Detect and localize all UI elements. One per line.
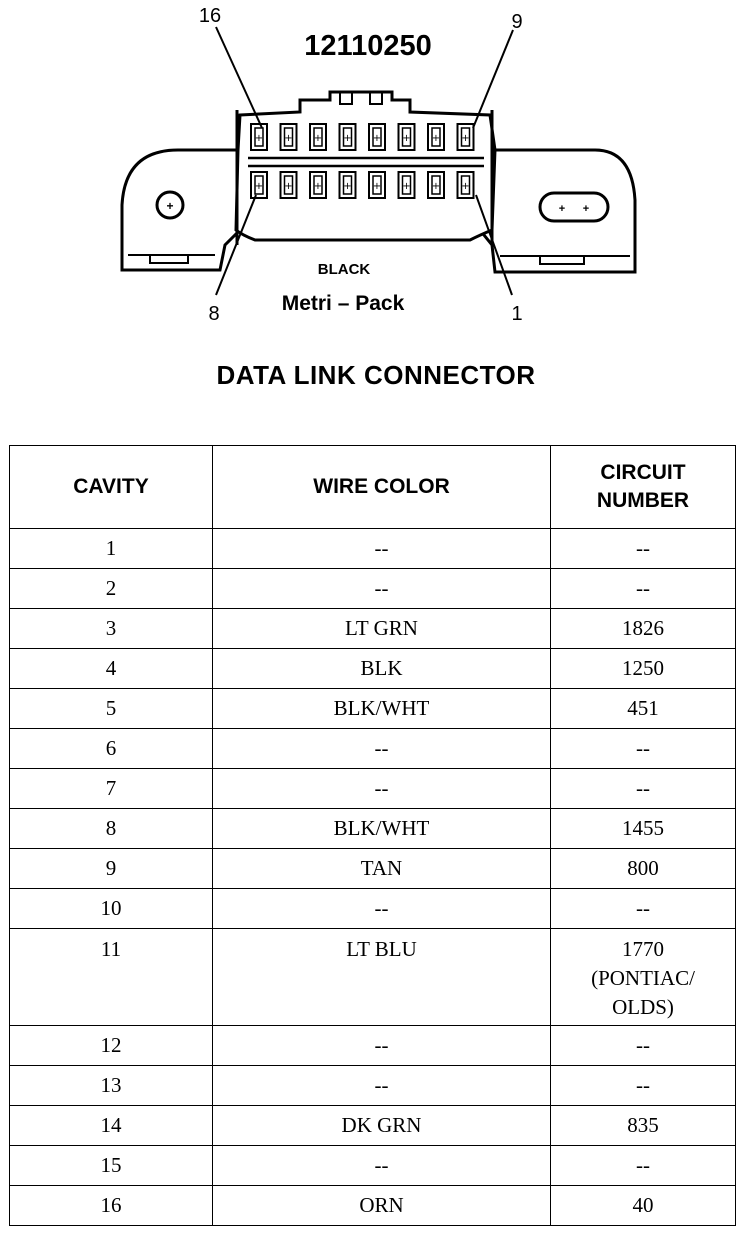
terminal-cavity	[458, 172, 474, 198]
svg-text:+: +	[343, 181, 352, 192]
table-row	[10, 529, 736, 569]
header-circuit-line2: NUMBER	[596, 489, 690, 512]
circuit-cell: 451	[551, 689, 736, 729]
terminal-cavity	[369, 124, 385, 150]
svg-text:+: +	[402, 181, 411, 192]
svg-text:+: +	[254, 181, 264, 192]
table-row	[10, 1026, 736, 1066]
cavity-cell: 9	[10, 849, 213, 889]
connector-series-label: Metri – Pack	[281, 292, 405, 315]
terminal-cavity	[428, 172, 444, 198]
cavity-cell: 11	[10, 929, 213, 1026]
svg-text:+: +	[372, 181, 382, 192]
table-row	[10, 1106, 736, 1146]
svg-text:+: +	[558, 203, 566, 215]
circuit-cell: --	[551, 1146, 736, 1186]
terminal-cavity	[310, 124, 326, 150]
circuit-cell	[551, 929, 736, 1026]
circuit-cell: --	[551, 729, 736, 769]
wire-color-cell: LT GRN	[213, 609, 551, 649]
table-row	[10, 769, 736, 809]
cavity-cell: 12	[10, 1026, 213, 1066]
callout-16: 16	[198, 5, 222, 27]
terminal-cavity	[251, 172, 267, 198]
circuit-cell: 1826	[551, 609, 736, 649]
svg-text:+: +	[431, 133, 441, 144]
header-cavity: CAVITY	[10, 446, 213, 529]
cavity-cell: 4	[10, 649, 213, 689]
wire-color-cell: BLK/WHT	[213, 689, 551, 729]
wire-color-cell: --	[213, 769, 551, 809]
header-wire-color: WIRE COLOR	[213, 446, 551, 529]
wire-color-cell: --	[213, 529, 551, 569]
cavity-cell: 15	[10, 1146, 213, 1186]
wire-color-cell: DK GRN	[213, 1106, 551, 1146]
part-number: 12110250	[304, 30, 432, 62]
svg-text:+: +	[166, 199, 174, 213]
cavity-cell: 14	[10, 1106, 213, 1146]
svg-text:+: +	[343, 133, 352, 144]
wire-color-cell: BLK	[213, 649, 551, 689]
cavity-cell: 10	[10, 889, 213, 929]
callout-8: 8	[208, 303, 220, 325]
table-row	[10, 569, 736, 609]
circuit-line: (PONTIAC/	[591, 966, 695, 990]
table-row	[10, 729, 736, 769]
svg-text:+: +	[402, 133, 411, 144]
wire-color-cell: --	[213, 1026, 551, 1066]
svg-text:+: +	[313, 181, 323, 192]
table-row	[10, 1066, 736, 1106]
wire-color-cell: --	[213, 569, 551, 609]
terminal-cavity	[281, 172, 297, 198]
cavity-cell: 1	[10, 529, 213, 569]
wire-color-cell: TAN	[213, 849, 551, 889]
circuit-line: 1770	[622, 937, 664, 961]
callout-leader-16	[216, 27, 262, 128]
connector-drawing	[0, 0, 752, 330]
table-row	[10, 929, 736, 1026]
circuit-cell: --	[551, 769, 736, 809]
table-row	[10, 889, 736, 929]
diagram-heading: DATA LINK CONNECTOR	[216, 360, 536, 390]
cavity-cell: 6	[10, 729, 213, 769]
cavity-cell: 5	[10, 689, 213, 729]
svg-text:+: +	[284, 181, 293, 192]
cavity-cell: 2	[10, 569, 213, 609]
circuit-cell: 1250	[551, 649, 736, 689]
terminal-cavity	[369, 172, 385, 198]
terminal-cavity	[281, 124, 297, 150]
wire-color-cell: --	[213, 1146, 551, 1186]
wire-color-cell: --	[213, 729, 551, 769]
terminal-cavity	[310, 172, 326, 198]
wire-color-cell: --	[213, 889, 551, 929]
table-header-row	[10, 446, 736, 529]
svg-text:+: +	[313, 133, 323, 144]
connector-color-label: BLACK	[317, 261, 371, 278]
table-row	[10, 1186, 736, 1226]
circuit-cell: 1455	[551, 809, 736, 849]
cavity-cell: 16	[10, 1186, 213, 1226]
header-circuit-number	[551, 446, 736, 529]
table-row	[10, 849, 736, 889]
circuit-cell: 800	[551, 849, 736, 889]
svg-text:+: +	[582, 203, 590, 215]
terminal-cavity	[458, 124, 474, 150]
terminal-cavity	[399, 172, 415, 198]
pinout-table	[9, 445, 736, 1226]
circuit-cell: 40	[551, 1186, 736, 1226]
circuit-cell: --	[551, 1026, 736, 1066]
table-row	[10, 809, 736, 849]
circuit-line: OLDS)	[612, 995, 674, 1019]
circuit-cell: --	[551, 889, 736, 929]
svg-text:+: +	[461, 133, 470, 144]
callout-1: 1	[511, 303, 523, 325]
cavity-cell: 7	[10, 769, 213, 809]
terminal-cavity	[340, 172, 356, 198]
svg-text:+: +	[254, 133, 264, 144]
table-row	[10, 1146, 736, 1186]
svg-text:+: +	[461, 181, 470, 192]
table-row	[10, 609, 736, 649]
cavity-cell: 13	[10, 1066, 213, 1106]
wire-color-cell: --	[213, 1066, 551, 1106]
circuit-cell: --	[551, 1066, 736, 1106]
circuit-cell: 835	[551, 1106, 736, 1146]
terminal-cavity	[399, 124, 415, 150]
circuit-cell: --	[551, 529, 736, 569]
terminal-cavity	[340, 124, 356, 150]
svg-text:+: +	[431, 181, 441, 192]
cavity-cell: 8	[10, 809, 213, 849]
svg-text:+: +	[284, 133, 293, 144]
table-row	[10, 689, 736, 729]
wire-color-cell: LT BLU	[213, 929, 551, 1026]
right-mounting-slot	[540, 193, 608, 221]
connector-diagram	[0, 0, 752, 330]
terminal-cavity	[428, 124, 444, 150]
terminal-cavity	[251, 124, 267, 150]
cavity-cell: 3	[10, 609, 213, 649]
table-row	[10, 649, 736, 689]
wire-color-cell: BLK/WHT	[213, 809, 551, 849]
svg-text:+: +	[372, 133, 382, 144]
wire-color-cell: ORN	[213, 1186, 551, 1226]
callout-9: 9	[511, 11, 523, 33]
header-circuit-line1: CIRCUIT	[600, 461, 686, 484]
circuit-cell: --	[551, 569, 736, 609]
